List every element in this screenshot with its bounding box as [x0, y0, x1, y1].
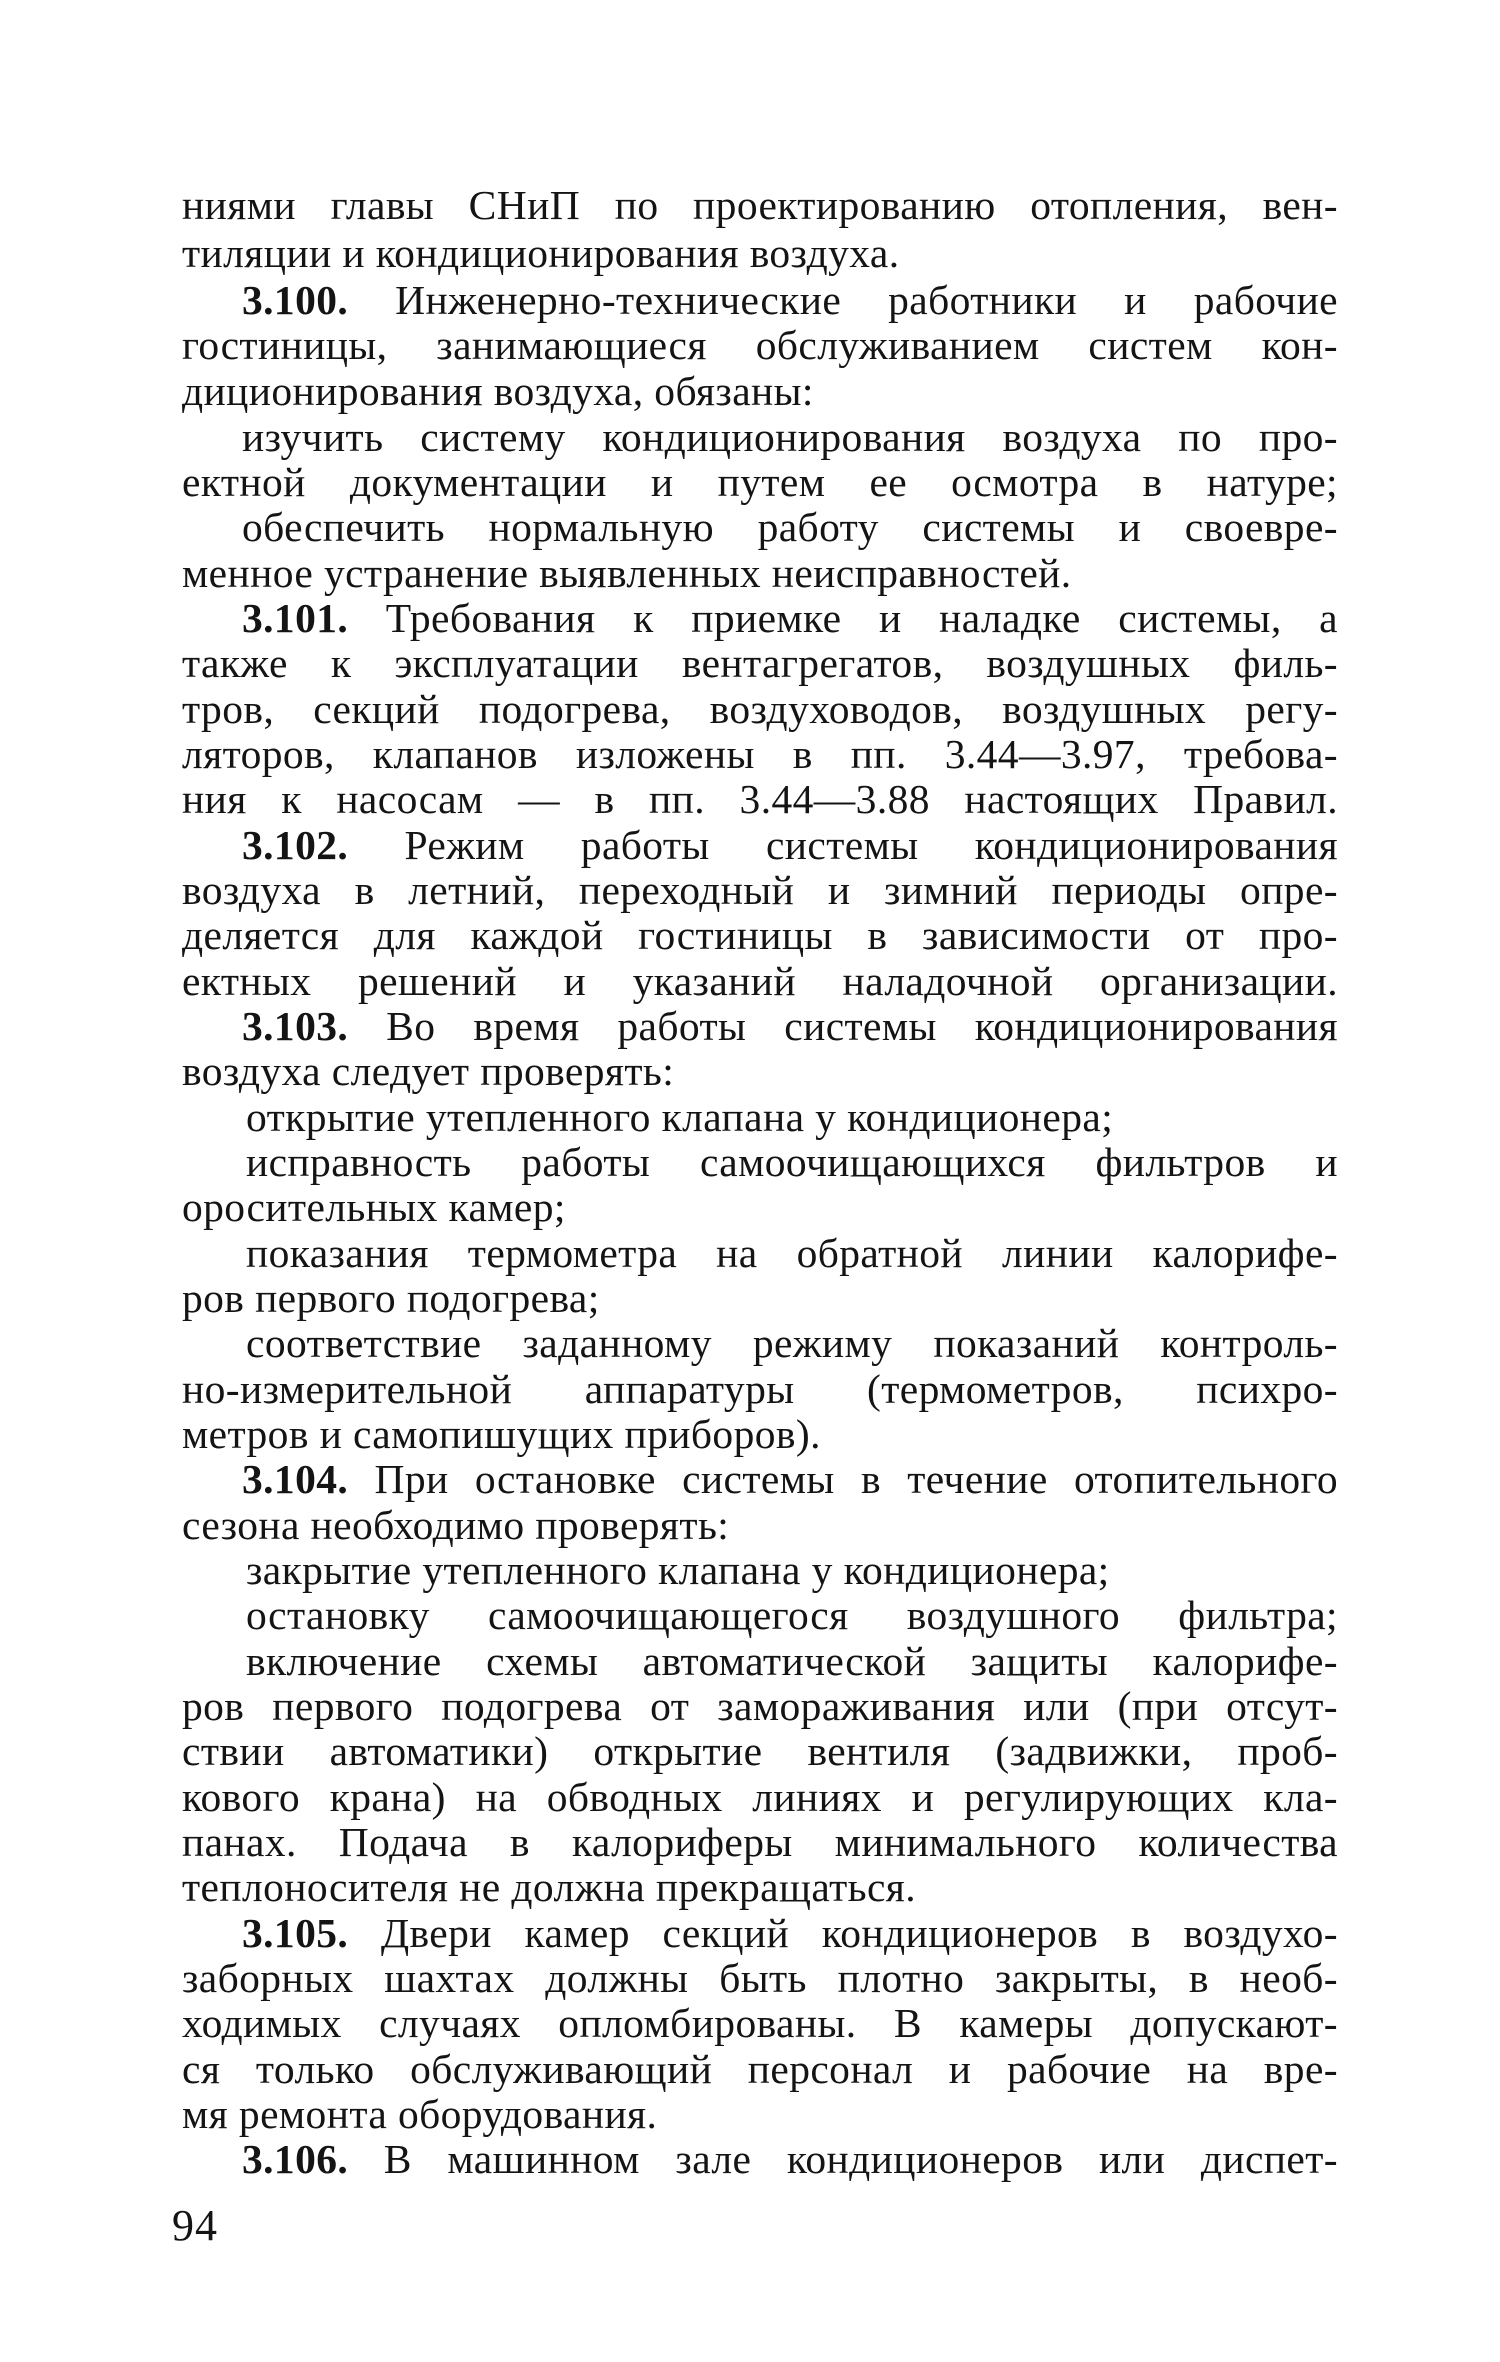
text-line: ров первого подогрева;: [182, 1275, 600, 1321]
text-line: обеспечить нормальную работу системы и своевре-: [242, 504, 1338, 550]
section-number: 3.103.: [242, 1003, 349, 1049]
text-line: теплоносителя не должна прекращаться.: [182, 1864, 917, 1910]
text-line: воздуха в летний, переходный и зимний периоды опре-: [182, 867, 1338, 913]
text-line: воздуха следует проверять:: [182, 1048, 675, 1094]
section-number: 3.100.: [242, 277, 349, 323]
text-line: ся только обслуживающий персонал и рабочие на вре-: [182, 2046, 1338, 2092]
text-line: ствии автоматики) открытие вентиля (задвижки, проб-: [182, 1728, 1338, 1774]
page-number: 94: [172, 2201, 218, 2250]
section-number: 3.106.: [242, 2136, 349, 2182]
text-line: тиляции и кондиционирования воздуха.: [182, 230, 900, 276]
text-line: ектных решений и указаний наладочной организации.: [182, 958, 1338, 1004]
text-line: диционирования воздуха, обязаны:: [182, 368, 814, 414]
paragraph-3-101-first-line: 3.101. Требования к приемке и наладке системы, а: [242, 595, 1339, 641]
text-line: менное устранение выявленных неисправностей.: [182, 550, 1072, 596]
text-line: открытие утепленного клапана у кондиционера;: [246, 1094, 1114, 1140]
text-line: ходимых случаях опломбированы. В камеры допускают-: [182, 2000, 1338, 2046]
text-line: метров и самопишущих приборов).: [182, 1411, 821, 1457]
text-line: остановку самоочищающегося воздушного фильтра;: [246, 1592, 1338, 1638]
paragraph-3-106-first-line: 3.106. В машинном зале кондиционеров или диспет-: [242, 2136, 1338, 2182]
paragraph-3-102-first-line: 3.102. Режим работы системы кондиционирования: [242, 822, 1338, 868]
text-line: ляторов, клапанов изложены в пп. 3.44—3.97, требова-: [182, 731, 1338, 777]
text-line: панах. Подача в калориферы минимального количества: [182, 1819, 1338, 1865]
text-line: мя ремонта оборудования.: [182, 2091, 658, 2137]
text-line: кового крана) на обводных линиях и регулирующих кла-: [182, 1774, 1338, 1820]
section-number: 3.105.: [242, 1910, 349, 1956]
text-line: включение схемы автоматической защиты калорифе-: [246, 1638, 1338, 1684]
text-line: но-измерительной аппаратуры (термометров, психро-: [182, 1366, 1338, 1412]
text-line: закрытие утепленного клапана у кондиционера;: [246, 1547, 1110, 1593]
text-line: ров первого подогрева от замораживания или (при отсут-: [182, 1683, 1338, 1729]
section-number: 3.104.: [242, 1456, 349, 1502]
text-line: заборных шахтах должны быть плотно закрыты, в необ-: [182, 1955, 1338, 2001]
text-line: деляется для каждой гостиницы в зависимости от про-: [182, 912, 1338, 958]
text-line: ниями главы СНиП по проектированию отопления, вен-: [182, 182, 1338, 228]
text-line: также к эксплуатации вентагрегатов, воздушных филь-: [182, 640, 1338, 686]
paragraph-3-100-first-line: 3.100. Инженерно-технические работники и рабочие: [242, 277, 1339, 323]
section-number: 3.102.: [242, 822, 349, 868]
text-line: сезона необходимо проверять:: [182, 1502, 730, 1548]
paragraph-3-104-first-line: 3.104. При остановке системы в течение отопительного: [242, 1456, 1339, 1502]
text-line: ектной документации и путем ее осмотра в натуре;: [182, 459, 1338, 505]
paragraph-3-103-first-line: 3.103. Во время работы системы кондиционирования: [242, 1003, 1338, 1049]
text-line: тров, секций подогрева, воздуховодов, воздушных регу-: [182, 686, 1338, 732]
text-line: изучить систему кондиционирования воздуха по про-: [242, 414, 1338, 460]
text-line: ния к насосам — в пп. 3.44—3.88 настоящих Правил.: [182, 776, 1338, 822]
text-line: исправность работы самоочищающихся фильтров и: [246, 1139, 1338, 1185]
text-line: оросительных камер;: [182, 1184, 566, 1230]
text-line: показания термометра на обратной линии калорифе-: [246, 1230, 1338, 1276]
text-line: гостиницы, занимающиеся обслуживанием систем кон-: [182, 322, 1338, 368]
section-number: 3.101.: [242, 595, 349, 641]
paragraph-3-105-first-line: 3.105. Двери камер секций кондиционеров в воздухо-: [242, 1910, 1338, 1956]
text-line: соответствие заданному режиму показаний контроль-: [246, 1320, 1338, 1366]
